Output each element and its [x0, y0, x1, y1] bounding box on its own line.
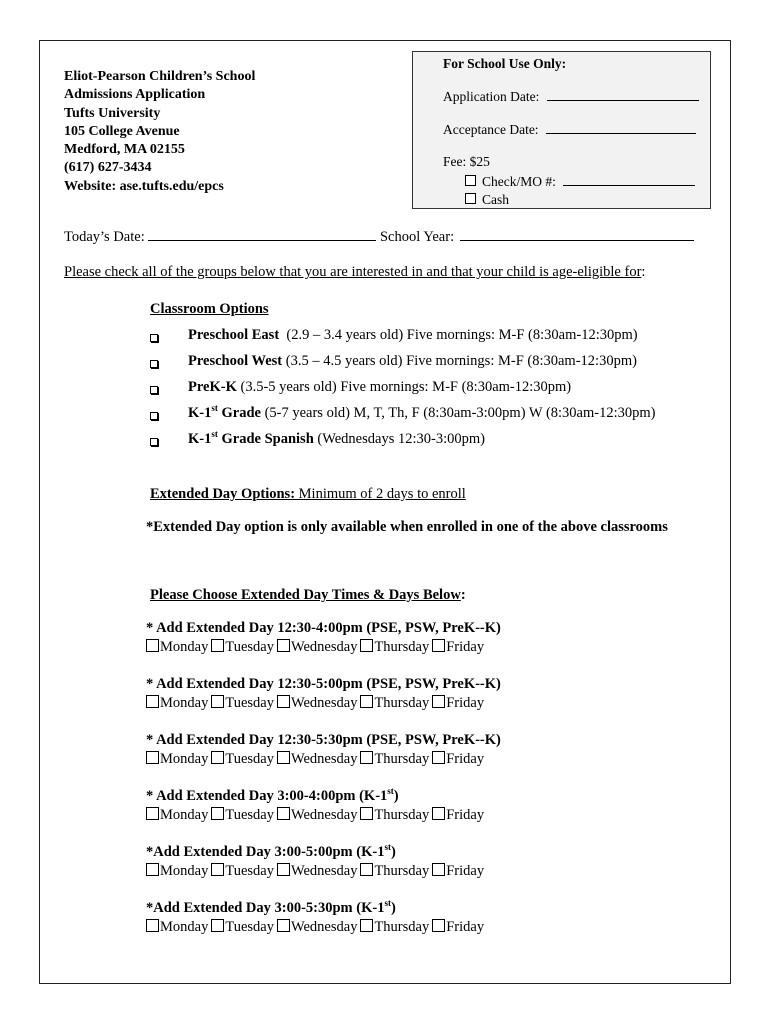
- day-checkbox-row: [146, 751, 487, 768]
- school-use-box: [412, 51, 711, 209]
- classroom-option: [188, 327, 638, 344]
- day-checkbox[interactable]: [277, 807, 290, 820]
- block-title-close: ): [390, 844, 396, 860]
- day-label: Thursday: [374, 751, 430, 767]
- day-label: Thursday: [374, 695, 430, 711]
- extended-block-title: [146, 732, 501, 749]
- day-label: Wednesday: [290, 751, 358, 767]
- day-checkbox[interactable]: [432, 639, 445, 652]
- day-label: Friday: [446, 751, 485, 767]
- option-name-suffix: Grade: [217, 405, 261, 421]
- day-label: Friday: [446, 919, 485, 935]
- day-checkbox-row: [146, 863, 487, 880]
- cash-row: [465, 192, 509, 208]
- instructions-colon: :: [641, 264, 646, 280]
- extended-day-heading-bold: Extended Day Options:: [150, 486, 296, 502]
- classroom-option: [188, 405, 656, 422]
- day-checkbox[interactable]: [360, 807, 373, 820]
- day-checkbox[interactable]: [432, 919, 445, 932]
- school-year-label: School Year:: [379, 229, 455, 245]
- day-checkbox[interactable]: [360, 639, 373, 652]
- day-checkbox-row: [146, 807, 487, 824]
- day-label: Tuesday: [225, 807, 274, 823]
- application-date-field[interactable]: [547, 88, 699, 101]
- address-line: 105 College Avenue: [64, 123, 180, 139]
- block-title-sup: st: [387, 786, 394, 797]
- day-checkbox[interactable]: [146, 919, 159, 932]
- acceptance-date-row: [443, 121, 696, 138]
- day-label: Wednesday: [290, 639, 358, 655]
- school-address: [64, 68, 255, 196]
- day-checkbox[interactable]: [146, 639, 159, 652]
- option-detail: (2.9 – 3.4 years old) Five mornings: M-F (8:30am-12:30pm): [279, 327, 638, 343]
- day-checkbox[interactable]: [146, 863, 159, 876]
- option-sup: st: [211, 429, 218, 440]
- day-label: Friday: [446, 695, 485, 711]
- extended-block-title: [146, 788, 399, 805]
- check-label: Check/MO #:: [482, 174, 556, 189]
- acceptance-date-label: Acceptance Date:: [443, 122, 539, 137]
- day-checkbox[interactable]: [432, 695, 445, 708]
- day-checkbox[interactable]: [360, 751, 373, 764]
- todays-date-field[interactable]: [148, 228, 376, 241]
- classroom-option: [188, 379, 571, 396]
- day-checkbox[interactable]: [211, 695, 224, 708]
- day-label: Thursday: [374, 919, 430, 935]
- day-label: Wednesday: [290, 863, 358, 879]
- address-line: (617) 627-3434: [64, 160, 152, 176]
- day-label: Tuesday: [225, 863, 274, 879]
- classroom-option: [188, 431, 485, 448]
- day-label: Wednesday: [290, 695, 358, 711]
- school-year-field[interactable]: [460, 228, 694, 241]
- day-checkbox[interactable]: [432, 863, 445, 876]
- day-checkbox[interactable]: [211, 919, 224, 932]
- choose-extended-heading: [150, 587, 466, 604]
- instructions: [64, 264, 645, 281]
- preschool-east-checkbox[interactable]: [150, 334, 158, 342]
- application-date-label: Application Date:: [443, 89, 540, 104]
- option-name: Preschool West: [188, 353, 283, 369]
- day-label: Monday: [160, 751, 209, 767]
- block-title-text: * Add Extended Day 3:00-4:00pm (K-1: [146, 788, 388, 804]
- day-label: Monday: [160, 863, 209, 879]
- day-checkbox-row: [146, 695, 487, 712]
- option-detail: (3.5-5 years old) Five mornings: M-F (8:30am-12:30pm): [236, 379, 572, 395]
- acceptance-date-field[interactable]: [546, 121, 696, 134]
- prek-k-checkbox[interactable]: [150, 386, 158, 394]
- cash-checkbox[interactable]: [465, 193, 476, 204]
- check-checkbox[interactable]: [465, 175, 476, 186]
- block-title-close: ): [390, 900, 396, 916]
- day-label: Thursday: [374, 639, 430, 655]
- day-label: Tuesday: [225, 751, 274, 767]
- block-title-sup: st: [384, 898, 391, 909]
- block-title-text: * Add Extended Day 12:30-5:00pm (PSE, PSW, PreK--K): [146, 676, 501, 692]
- fee-label: Fee: $25: [443, 154, 490, 169]
- extended-block-title: [146, 844, 396, 861]
- extended-day-heading: [150, 486, 466, 503]
- day-checkbox[interactable]: [146, 807, 159, 820]
- day-checkbox[interactable]: [211, 807, 224, 820]
- option-sup: st: [211, 403, 218, 414]
- option-name-suffix: Grade Spanish: [217, 431, 314, 447]
- day-label: Monday: [160, 695, 209, 711]
- day-label: Wednesday: [290, 919, 358, 935]
- day-checkbox[interactable]: [146, 695, 159, 708]
- option-detail: (Wednesdays 12:30-3:00pm): [313, 431, 485, 447]
- block-title-text: *Add Extended Day 3:00-5:00pm (K-1: [146, 844, 385, 860]
- option-detail: (5-7 years old) M, T, Th, F (8:30am-3:00pm) W (8:30am-12:30pm): [260, 405, 656, 421]
- day-checkbox[interactable]: [277, 639, 290, 652]
- address-line: Tufts University: [64, 105, 161, 121]
- cash-label: Cash: [482, 192, 509, 207]
- day-label: Friday: [446, 807, 485, 823]
- day-label: Friday: [446, 639, 485, 655]
- day-label: Thursday: [374, 807, 430, 823]
- day-label: Monday: [160, 919, 209, 935]
- extended-block-title: [146, 620, 501, 637]
- preschool-west-checkbox[interactable]: [150, 360, 158, 368]
- day-checkbox[interactable]: [360, 919, 373, 932]
- day-checkbox[interactable]: [211, 751, 224, 764]
- block-title-text: * Add Extended Day 12:30-4:00pm (PSE, PSW, PreK--K): [146, 620, 501, 636]
- day-checkbox[interactable]: [277, 751, 290, 764]
- option-name: K-1: [188, 405, 212, 421]
- day-checkbox[interactable]: [277, 919, 290, 932]
- day-checkbox[interactable]: [277, 863, 290, 876]
- check-row: [465, 173, 695, 190]
- day-checkbox[interactable]: [277, 695, 290, 708]
- day-checkbox[interactable]: [146, 751, 159, 764]
- day-label: Friday: [446, 863, 485, 879]
- day-checkbox[interactable]: [432, 807, 445, 820]
- instructions-text: Please check all of the groups below that you are interested in and that your child is age-eligible for: [64, 264, 642, 280]
- extended-block-title: [146, 900, 396, 917]
- day-checkbox[interactable]: [432, 751, 445, 764]
- option-name: Preschool East: [188, 327, 280, 343]
- address-line: Medford, MA 02155: [64, 142, 185, 158]
- application-date-row: [443, 88, 699, 105]
- day-checkbox[interactable]: [360, 863, 373, 876]
- classroom-options-heading: Classroom Options: [150, 301, 269, 317]
- day-label: Tuesday: [225, 695, 274, 711]
- choose-extended-text: Please Choose Extended Day Times & Days Below: [150, 587, 461, 603]
- address-line: Website: ase.tufts.edu/epcs: [64, 178, 224, 194]
- school-use-title: For School Use Only:: [443, 56, 567, 71]
- day-checkbox-row: [146, 639, 487, 656]
- k1-spanish-checkbox[interactable]: [150, 438, 158, 446]
- extended-day-note: *Extended Day option is only available when enrolled in one of the above classrooms: [146, 519, 668, 535]
- check-number-field[interactable]: [563, 173, 695, 186]
- extended-block-title: [146, 676, 501, 693]
- block-title-text: * Add Extended Day 12:30-5:30pm (PSE, PSW, PreK--K): [146, 732, 501, 748]
- date-year-row: [64, 228, 694, 246]
- choose-extended-colon: :: [460, 587, 466, 603]
- day-label: Wednesday: [290, 807, 358, 823]
- day-label: Tuesday: [225, 639, 274, 655]
- block-title-sup: st: [384, 842, 391, 853]
- day-label: Monday: [160, 807, 209, 823]
- address-line: Eliot-Pearson Children’s School: [64, 69, 256, 84]
- day-checkbox-row: [146, 919, 487, 936]
- todays-date-label: Today’s Date:: [64, 229, 145, 245]
- day-checkbox[interactable]: [211, 863, 224, 876]
- block-title-text: *Add Extended Day 3:00-5:30pm (K-1: [146, 900, 385, 916]
- day-label: Tuesday: [225, 919, 274, 935]
- option-name: K-1: [188, 431, 212, 447]
- block-title-close: ): [393, 788, 399, 804]
- day-checkbox[interactable]: [360, 695, 373, 708]
- day-label: Thursday: [374, 863, 430, 879]
- extended-day-heading-rest: Minimum of 2 days to enroll: [295, 486, 466, 502]
- day-label: Monday: [160, 639, 209, 655]
- classroom-option: [188, 353, 637, 370]
- option-name: PreK-K: [188, 379, 237, 395]
- day-checkbox[interactable]: [211, 639, 224, 652]
- address-line: Admissions Application: [64, 87, 206, 103]
- option-detail: (3.5 – 4.5 years old) Five mornings: M-F (8:30am-12:30pm): [282, 353, 637, 369]
- k1-grade-checkbox[interactable]: [150, 412, 158, 420]
